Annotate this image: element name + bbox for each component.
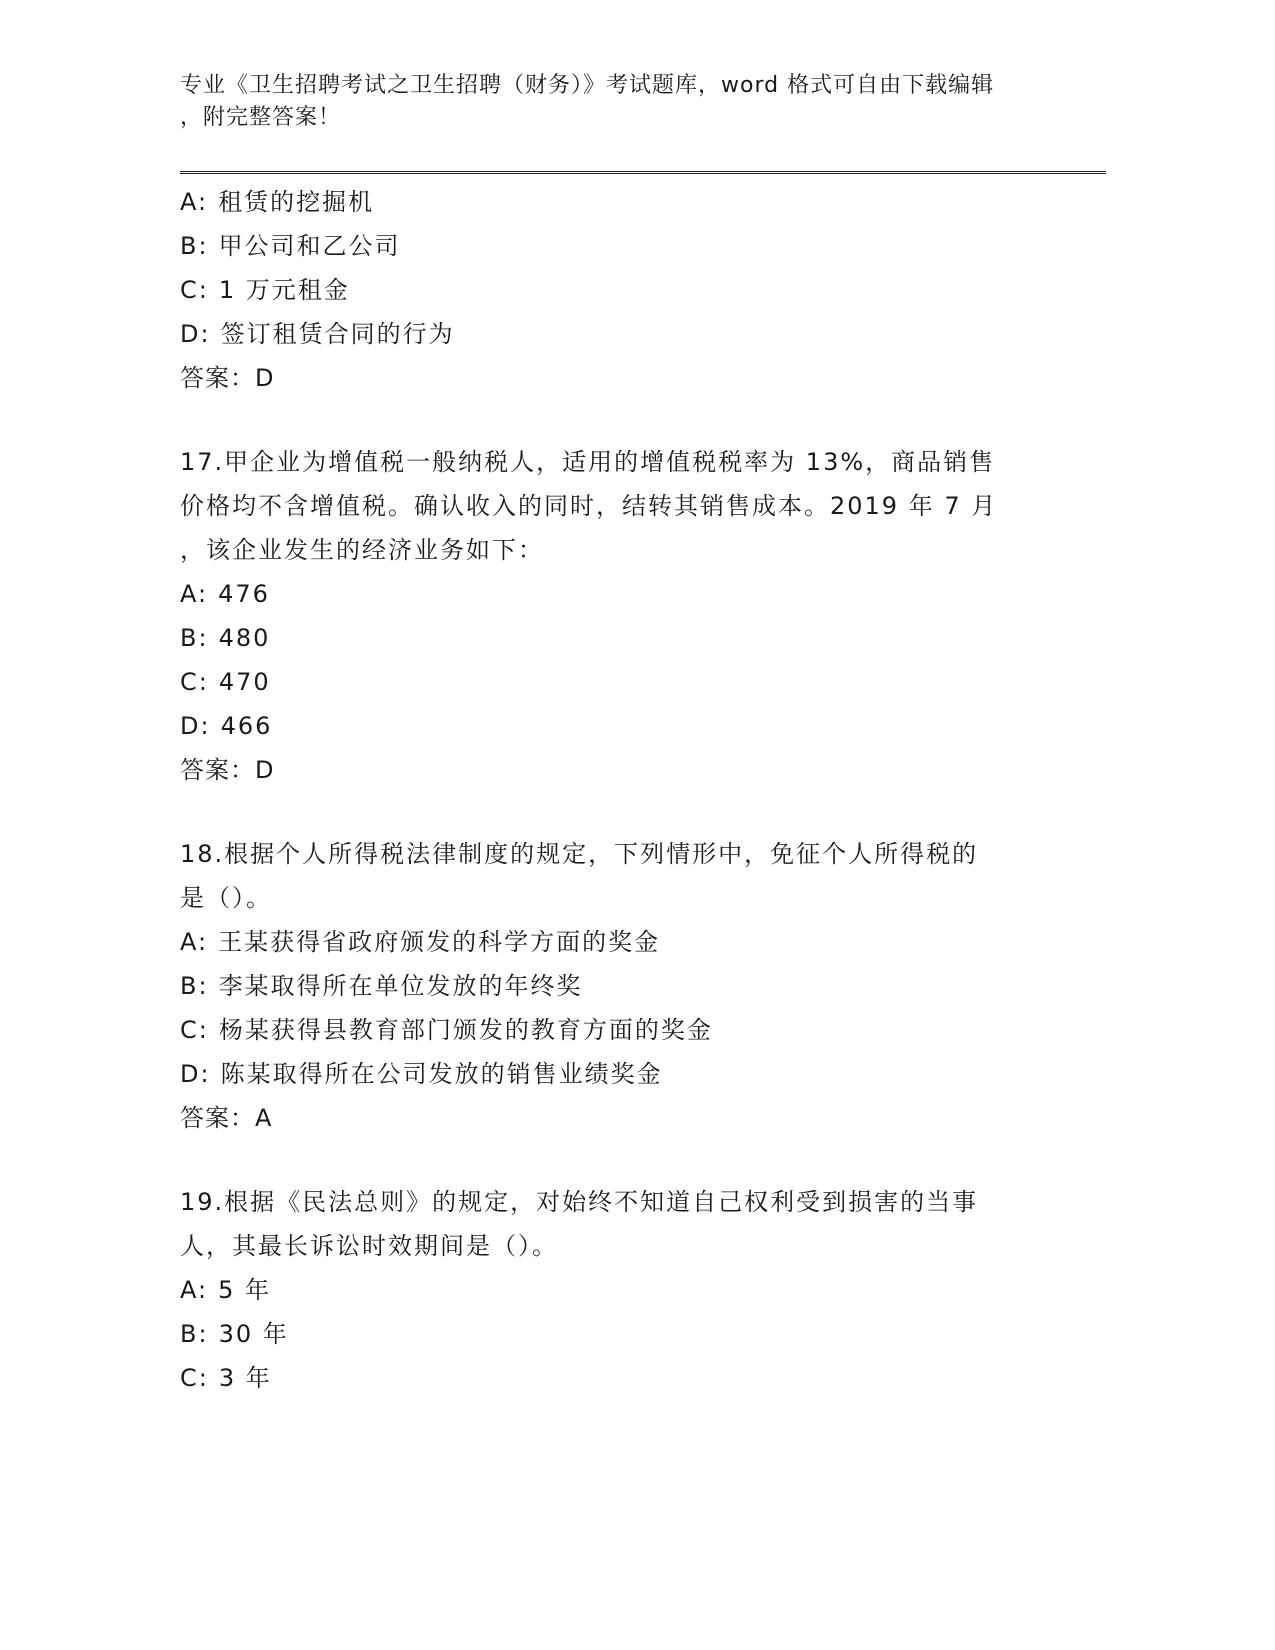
question-list <box>180 180 1050 1400</box>
answer-line: 答案：A <box>180 1104 273 1132</box>
option-c <box>180 1356 1050 1400</box>
option-letter: A: <box>180 580 209 608</box>
option-c <box>180 268 1050 312</box>
option-a <box>180 180 1050 224</box>
question-block-18 <box>180 832 1050 1140</box>
question-text-line: 价格均不含增值税。确认收入的同时，结转其销售成本。2019 年 7 月 <box>180 492 998 520</box>
option-letter: B: <box>180 1320 209 1348</box>
option-letter: D: <box>180 320 211 348</box>
option-text: 杨某获得县教育部门颁发的教育方面的奖金 <box>218 1016 713 1044</box>
option-letter: A: <box>180 188 209 216</box>
block-spacer <box>180 400 1050 440</box>
option-d <box>180 312 1050 356</box>
option-text: 甲公司和乙公司 <box>218 232 401 260</box>
question-text-line: 18.根据个人所得税法律制度的规定，下列情形中，免征个人所得税的 <box>180 840 979 868</box>
option-text: 陈某取得所在公司发放的销售业绩奖金 <box>220 1060 663 1088</box>
question-block-19 <box>180 1180 1050 1400</box>
header-line-2: ，附完整答案！ <box>180 105 342 130</box>
option-text: 租赁的挖掘机 <box>218 188 375 216</box>
option-a <box>180 1268 1050 1312</box>
option-text: 王某获得省政府颁发的科学方面的奖金 <box>218 928 661 956</box>
option-text: 30 年 <box>218 1320 289 1348</box>
option-text: 476 <box>218 580 270 608</box>
option-letter: D: <box>180 1060 211 1088</box>
answer-line: 答案：D <box>180 364 275 392</box>
block-spacer <box>180 1140 1050 1180</box>
option-a <box>180 920 1050 964</box>
option-text: 5 年 <box>218 1276 271 1304</box>
option-d <box>180 1052 1050 1096</box>
option-letter: B: <box>180 232 209 260</box>
option-d <box>180 704 1050 748</box>
option-text: 1 万元租金 <box>218 276 350 304</box>
option-letter: C: <box>180 668 209 696</box>
option-a <box>180 572 1050 616</box>
option-text: 480 <box>218 624 271 652</box>
header-divider <box>180 171 1106 174</box>
question-text-line: 19.根据《民法总则》的规定，对始终不知道自己权利受到损害的当事 <box>180 1188 979 1216</box>
answer-line: 答案：D <box>180 756 275 784</box>
question-text-line: 17.甲企业为增值税一般纳税人，适用的增值税税率为 13%，商品销售 <box>180 448 996 476</box>
option-letter: C: <box>180 276 209 304</box>
document-header <box>180 70 1060 134</box>
option-text: 466 <box>220 712 273 740</box>
option-c <box>180 1008 1050 1052</box>
question-text-line: ，该企业发生的经济业务如下： <box>180 536 544 564</box>
question-text-line: 是（）。 <box>180 884 272 912</box>
option-b <box>180 964 1050 1008</box>
option-letter: A: <box>180 1276 209 1304</box>
option-text: 李某取得所在单位发放的年终奖 <box>218 972 583 1000</box>
option-letter: A: <box>180 928 209 956</box>
option-letter: B: <box>180 972 209 1000</box>
question-block-17 <box>180 440 1050 792</box>
block-spacer <box>180 792 1050 832</box>
option-b <box>180 1312 1050 1356</box>
option-letter: D: <box>180 712 211 740</box>
option-text: 签订租赁合同的行为 <box>220 320 455 348</box>
header-line-1: 专业《卫生招聘考试之卫生招聘（财务）》考试题库，word 格式可自由下载编辑 <box>180 73 995 98</box>
option-b <box>180 616 1050 660</box>
option-text: 470 <box>218 668 271 696</box>
option-c <box>180 660 1050 704</box>
question-text-line: 人，其最长诉讼时效期间是（）。 <box>180 1232 558 1260</box>
question-block-16 <box>180 180 1050 400</box>
option-b <box>180 224 1050 268</box>
option-letter: C: <box>180 1016 209 1044</box>
option-letter: B: <box>180 624 209 652</box>
option-text: 3 年 <box>218 1364 272 1392</box>
option-letter: C: <box>180 1364 209 1392</box>
